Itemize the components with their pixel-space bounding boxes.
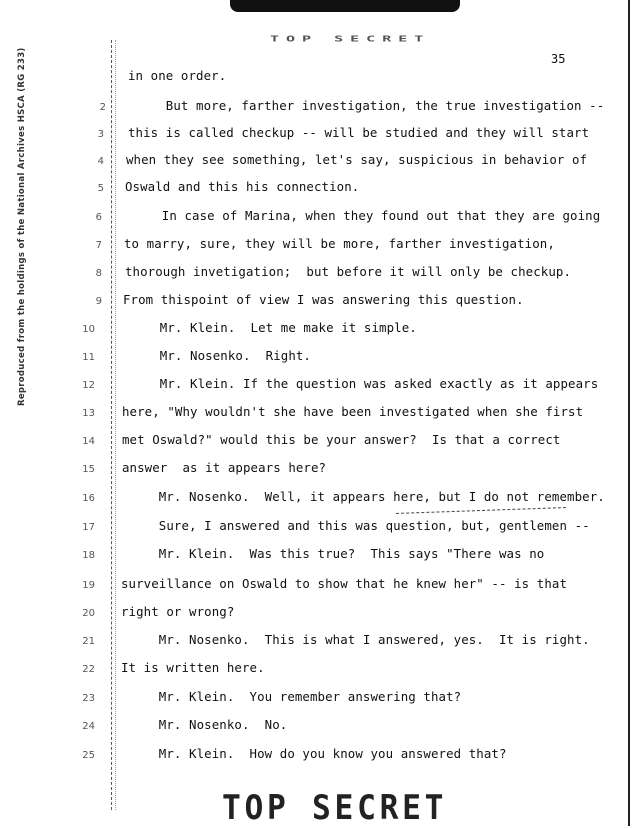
line-number: 7: [95, 240, 102, 251]
line-number: 17: [82, 522, 95, 533]
line-text: Mr. Nosenko. Well, it appears here, but I do not remember.: [121, 489, 605, 504]
transcript-line: [0, 717, 638, 737]
transcript-line: [0, 125, 638, 145]
transcript-line: [0, 68, 638, 88]
transcript-line: [0, 489, 638, 509]
line-text: here, "Why wouldn't she have been investigated when she first: [122, 404, 584, 419]
line-number: 14: [82, 436, 95, 447]
line-text: Sure, I answered and this was question, but, gentlemen --: [121, 518, 590, 533]
transcript-line: [0, 660, 638, 680]
line-number: 8: [95, 268, 102, 279]
line-text: Mr. Klein. Was this true? This says "There was no: [121, 546, 545, 561]
line-text: when they see something, let's say, suspicious in behavior of: [126, 152, 588, 167]
transcript-line: [0, 236, 638, 256]
line-text: surveillance on Oswald to show that he knew her" -- is that: [121, 576, 568, 591]
line-text: In case of Marina, when they found out that they are going: [124, 208, 601, 223]
line-text: answer as it appears here?: [122, 460, 327, 475]
line-number: 4: [97, 156, 104, 167]
line-number: 6: [95, 212, 102, 223]
top-redaction-bar: [230, 0, 460, 12]
line-number: 21: [82, 636, 95, 647]
line-text: Mr. Nosenko. No.: [121, 717, 288, 732]
line-number: 9: [95, 296, 102, 307]
line-number: 19: [82, 580, 95, 591]
line-text: Mr. Klein. Let me make it simple.: [122, 320, 417, 335]
line-text: met Oswald?" would this be your answer? Is that a correct: [122, 432, 561, 447]
transcript-line: [0, 179, 638, 199]
transcript-line: [0, 518, 638, 538]
line-text: Mr. Klein. If the question was asked exactly as it appears: [122, 376, 599, 391]
line-text: It is written here.: [121, 660, 265, 675]
line-number: 22: [82, 664, 95, 675]
line-text: to marry, sure, they will be more, farther investigation,: [124, 236, 555, 251]
line-text: Oswald and this his connection.: [125, 179, 360, 194]
page-number: 35: [551, 52, 566, 66]
line-text: Mr. Nosenko. Right.: [122, 348, 311, 363]
transcript-line: [0, 292, 638, 312]
transcript-line: [0, 98, 638, 118]
bottom-classification-stamp: TOP SECRET: [222, 788, 448, 828]
line-text: From thispoint of view I was answering this question.: [123, 292, 524, 307]
header-classification-stamp: TOP SECRET: [270, 34, 431, 44]
line-text: Mr. Klein. How do you know you answered that?: [121, 746, 507, 761]
line-number: 2: [99, 102, 106, 113]
line-number: 25: [82, 750, 95, 761]
line-text: Mr. Nosenko. This is what I answered, yes. It is right.: [121, 632, 590, 647]
line-text: Mr. Klein. You remember answering that?: [121, 689, 462, 704]
line-number: 5: [97, 183, 104, 194]
line-number: 3: [97, 129, 104, 140]
archive-side-note-text: Reproduced from the holdings of the National Archives HSCA (RG 233): [17, 47, 27, 406]
line-number: 18: [82, 550, 95, 561]
line-number: 20: [82, 608, 95, 619]
line-text: this is called checkup -- will be studied and they will start: [128, 125, 590, 140]
transcript-line: [0, 264, 638, 284]
line-text: But more, farther investigation, the true investigation --: [128, 98, 605, 113]
line-text: thorough invetigation; but before it will only be checkup.: [125, 264, 572, 279]
transcript-line: [0, 546, 638, 566]
transcript-line: [0, 604, 638, 624]
transcript-line: [0, 689, 638, 709]
line-number: 12: [82, 380, 95, 391]
transcript-line: [0, 404, 638, 424]
line-number: 15: [82, 464, 95, 475]
line-text: right or wrong?: [121, 604, 235, 619]
transcript-line: [0, 432, 638, 452]
line-number: 16: [82, 493, 95, 504]
transcript-line: [0, 376, 638, 396]
line-number: 13: [82, 408, 95, 419]
line-number: 10: [82, 324, 95, 335]
transcript-line: [0, 348, 638, 368]
line-number: 11: [82, 352, 95, 363]
transcript-line: [0, 320, 638, 340]
transcript-line: [0, 746, 638, 766]
line-number: 23: [82, 693, 95, 704]
line-number: 24: [82, 721, 95, 732]
line-text: in one order.: [128, 68, 227, 83]
transcript-line: [0, 152, 638, 172]
transcript-line: [0, 632, 638, 652]
transcript-line: [0, 460, 638, 480]
transcript-line: [0, 208, 638, 228]
transcript-line: [0, 576, 638, 596]
